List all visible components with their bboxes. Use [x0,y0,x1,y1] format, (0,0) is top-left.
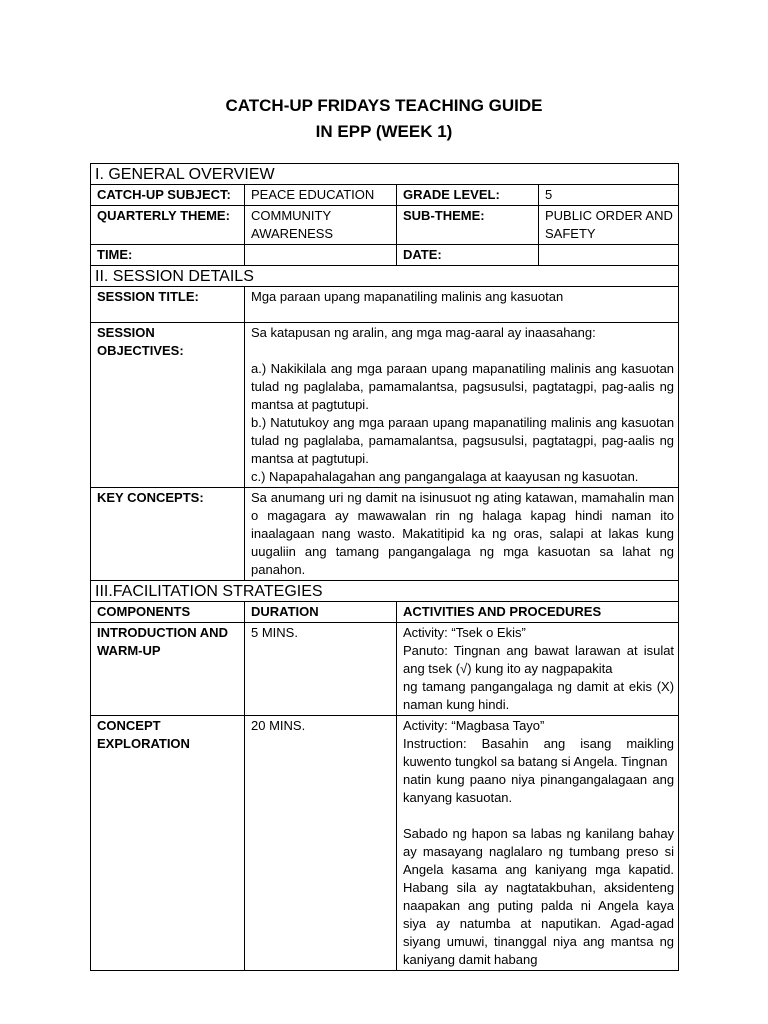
session-objectives-row [91,323,679,488]
theme-label: QUARTERLY THEME: [91,206,245,245]
theme-value: COMMUNITY AWARENESS [245,206,397,245]
activity-intro-title: Activity: “Tsek o Ekis” [403,625,526,640]
subtheme-label: SUB-THEME: [397,206,539,245]
time-date-row [91,245,679,266]
session-details-heading-row [91,266,679,287]
facilitation-row-intro [91,623,679,716]
activity-concept [397,716,679,971]
activity-concept-title: Activity: “Magbasa Tayo” [403,718,545,733]
time-value [245,245,397,266]
activity-concept-story: Sabado ng hapon sa labas ng kanilang bahay ay masayang naglalaro ng tumbang preso si Angela kasama ang kaniyang mga kapatid. Habang sila ay nagtatakbuhan, aksidenteng naapakan ang puting palda ni Angela kaya siya ay natumba at naputikan. Agad-agad siyang umuwi, tinanggal niya ang mantsa ng kaniyang damit habang [403,826,675,967]
duration-intro: 5 MINS. [245,623,397,716]
subject-label: CATCH-UP SUBJECT: [91,185,245,206]
session-title-row [91,287,679,323]
activity-concept-line1: Instruction: Basahin ang isang maikling kuwento tungkol sa batang si Angela. Tingnan [403,736,675,769]
session-objectives-value [245,323,679,488]
time-label: TIME: [91,245,245,266]
objective-a: a.) Nakikilala ang mga paraan upang mapanatiling malinis ang kasuotan tulad ng paglalaba, pamamalantsa, pagsusulsi, pagtatagpi, pag-aalis ng mantsa at pagtutupi. [251,361,675,412]
session-title-value: Mga paraan upang mapanatiling malinis ang kasuotan [245,287,679,323]
date-label: DATE: [397,245,539,266]
facilitation-heading: III.FACILITATION STRATEGIES [91,581,679,602]
activities-column-header: ACTIVITIES AND PROCEDURES [397,602,679,623]
objective-c: c.) Napapahalagahan ang pangangalaga at kaayusan ng kasuotan. [251,469,639,484]
teaching-guide-table [90,163,679,971]
theme-row [91,206,679,245]
date-value [539,245,679,266]
key-concepts-row [91,488,679,581]
activity-intro-line1: Panuto: Tingnan ang bawat larawan at isulat ang tsek (√) kung ito ay nagpapakita [403,643,675,676]
component-intro: INTRODUCTION AND WARM-UP [91,623,245,716]
key-concepts-value: Sa anumang uri ng damit na isinusuot ng ating katawan, mamahalin man o magagara ay mawawalan rin ng halaga kapag hindi naman ito inaalagaan nang wasto. Makatitipid ka ng oras, salapi at lakas kung uugaliin ang tamang pangangalaga ng mga kasuotan sa lahat ng panahon. [245,488,679,581]
activity-intro [397,623,679,716]
component-concept: CONCEPT EXPLORATION [91,716,245,971]
document-title-line2: IN EPP (WEEK 1) [315,122,453,141]
key-concepts-label: KEY CONCEPTS: [91,488,245,581]
grade-label: GRADE LEVEL: [397,185,539,206]
session-objectives-label: SESSION OBJECTIVES: [91,323,245,488]
general-overview-heading-row [91,164,679,185]
duration-concept: 20 MINS. [245,716,397,971]
general-overview-heading: I. GENERAL OVERVIEW [91,164,679,185]
facilitation-row-concept [91,716,679,971]
objective-b: b.) Natutukoy ang mga paraan upang mapanatiling malinis ang kasuotan tulad ng paglalaba, pamamalantsa, pagsusulsi, pagtatagpi, pag-aalis ng mantsa at pagtutupi. [251,415,675,466]
session-title-label: SESSION TITLE: [91,287,245,323]
activity-intro-line2: ng tamang pangangalaga ng damit at ekis (X) naman kung hindi. [403,679,675,712]
facilitation-heading-row [91,581,679,602]
duration-column-header: DURATION [245,602,397,623]
facilitation-columns-row [91,602,679,623]
session-details-heading: II. SESSION DETAILS [91,266,679,287]
subject-row [91,185,679,206]
components-column-header: COMPONENTS [91,602,245,623]
objectives-intro: Sa katapusan ng aralin, ang mga mag-aaral ay inaasahang: [251,325,596,340]
subject-value: PEACE EDUCATION [245,185,397,206]
grade-value: 5 [539,185,679,206]
activity-concept-line2: natin kung paano niya pinangangalagaan ang kanyang kasuotan. [403,772,675,805]
subtheme-value: PUBLIC ORDER AND SAFETY [539,206,679,245]
document-title-line1: CATCH-UP FRIDAYS TEACHING GUIDE [225,96,543,115]
